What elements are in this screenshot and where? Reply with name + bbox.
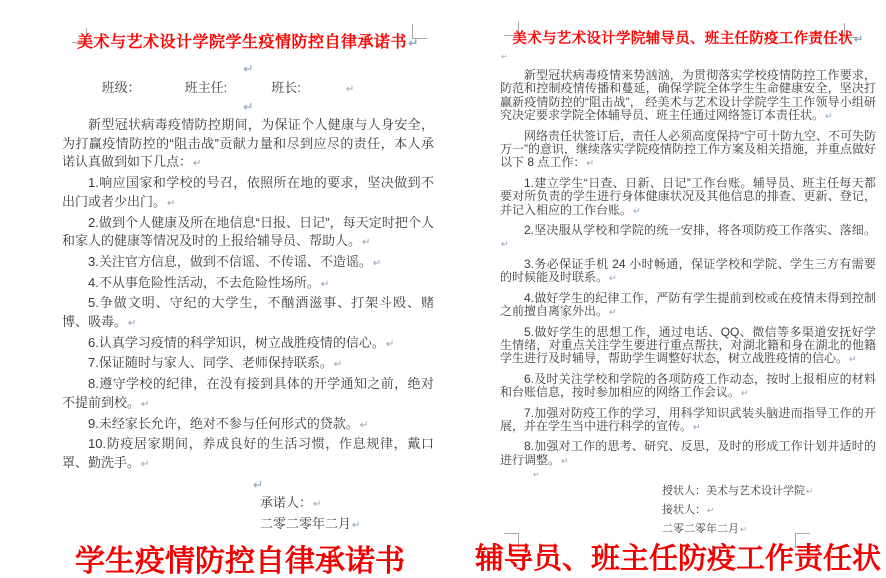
paragraph-mark: ↵ — [313, 498, 322, 510]
paragraph-mark: ↵ — [501, 52, 508, 61]
commitment-item: 10.防疫居家期间，养成良好的生活习惯，作息规律，戴口罩、勤洗手。↵ — [62, 436, 434, 470]
paragraph-mark: ↵ — [333, 359, 343, 371]
commitment-item: 9.未经家长允许，绝对不参与任何形式的贷款。↵ — [88, 415, 369, 431]
paragraph-mark: ↵ — [740, 524, 748, 535]
commitment-item: 4.不从事危险性活动，不去危险性场所。↵ — [88, 274, 330, 290]
paragraph-mark: ↵ — [243, 62, 254, 76]
intro-paragraph: 新型冠状病毒疫情来势汹汹，为贯彻落实学校疫情防控工作要求，防范和控制疫情传播和蔓延，确保学院全体学生生命健康安全，坚决打赢新疫情防控的“阻击战”， 经美术与艺术设计学院学生工作领导小组研究决定要求学院全体辅导员、班主任通过网络签订本责任状。↵ — [500, 68, 876, 123]
paragraph-mark: ↵ — [345, 84, 355, 95]
paragraph-mark: ↵ — [806, 486, 814, 497]
right-issuer-line: 授状人：美术与艺术设计学院↵ — [662, 485, 814, 498]
commitment-item: 7.保证随时与家人、同学、老师保持联系。↵ — [88, 355, 343, 371]
paragraph-mark: ↵ — [707, 505, 715, 516]
left-date-line: 二零二零年二月↵ — [260, 515, 361, 531]
paragraph-mark: ↵ — [501, 239, 509, 250]
right-doc-title — [500, 30, 876, 50]
right-date-line: 二零二零年二月↵ — [662, 523, 748, 536]
responsibility-item: 8.加强对工作的思考、研究、反思，及时的形成工作计划并适时的进行调整。↵ — [500, 439, 876, 467]
responsibility-item: 4.做好学生的纪律工作，严防有学生提前到校或在疫情未得到控制之前擅自离家外出。↵ — [500, 290, 876, 319]
head-teacher-label: 班主任: — [184, 80, 228, 95]
responsibility-item: 7.加强对防疫工作的学习，用科学知识武装头脑进而指导工作的开展，并在学生当中进行科学的宣传。↵ — [500, 405, 876, 433]
paragraph-mark: ↵ — [741, 388, 749, 399]
paragraph-mark: ↵ — [362, 237, 371, 249]
left-doc-title-text: 美术与艺术设计学院学生疫情防控自律承诺书 — [77, 34, 408, 51]
paragraph-mark: ↵ — [167, 197, 176, 209]
paragraph-mark: ↵ — [128, 318, 137, 330]
left-caption: 学生疫情防控自律承诺书 — [75, 545, 405, 578]
empty-paragraph — [500, 50, 876, 63]
paragraph-mark: ↵ — [853, 34, 864, 46]
paragraph-mark: ↵ — [141, 398, 150, 410]
paragraph-mark: ↵ — [693, 421, 701, 432]
paragraph-mark: ↵ — [352, 519, 361, 531]
commitment-item: 1.响应国家和学校的号召，依照所在地的要求，坚决做到不出门或者少出门。↵ — [62, 175, 434, 209]
responsibility-item: 1.建立学生“日查、日新、日记”工作台账。辅导员、班主任每天都要对所负责的学生进行身体健康状况及其他信息的排查、更新、登记，并记入相应的工作台账。↵ — [500, 175, 876, 217]
class-label: 班级： — [101, 80, 141, 95]
empty-paragraph — [62, 475, 434, 494]
paragraph-mark: ↵ — [609, 273, 617, 284]
paragraph-mark: ↵ — [408, 36, 419, 50]
paragraph-mark: ↵ — [141, 458, 150, 470]
right-doc-title-text: 美术与艺术设计学院辅导员、班主任防疫工作责任状 — [512, 31, 853, 47]
left-doc-title — [62, 32, 434, 54]
left-signer-line: 承诺人：↵ — [260, 494, 322, 510]
paragraph-mark: ↵ — [320, 278, 330, 290]
empty-paragraph — [62, 97, 434, 116]
monitor-label: 班长: — [271, 80, 301, 95]
intro-paragraph: 新型冠状病毒疫情防控期间，为保证个人健康与人身安全，为打赢疫情防控的“阻击战”贡献力量和尽到应尽的责任，本人承诺认真做到如下几点：↵ — [62, 117, 434, 170]
empty-paragraph — [500, 468, 876, 482]
right-document-page — [500, 30, 876, 539]
paragraph-mark: ↵ — [359, 419, 369, 431]
left-document-page — [62, 32, 434, 535]
paragraph-mark: ↵ — [561, 455, 569, 466]
commitment-item: 2.做到个人健康及所在地信息“日报、日记”，每天定时把个人和家人的健康等情况及时的上报给辅导员、帮助人。↵ — [62, 214, 434, 249]
commitment-item: 5.争做文明、守纪的大学生，不酗酒滋事、打架斗殴、赌博、吸毒。↵ — [62, 295, 434, 330]
right-caption: 辅导员、班主任防疫工作责任状 — [474, 543, 881, 575]
paragraph-mark: ↵ — [586, 158, 595, 169]
commitment-item: 6.认真学习疫情的科学知识，树立战胜疫情的信心。↵ — [88, 334, 395, 350]
right-receiver-line: 接状人：↵ — [662, 504, 715, 517]
paragraph-mark: ↵ — [633, 205, 641, 216]
paragraph-mark: ↵ — [243, 100, 254, 114]
commitment-item: 3.关注官方信息，做到不信谣、不传谣、不造谣。↵ — [88, 253, 382, 269]
class-info-line — [62, 78, 434, 97]
paragraph-mark: ↵ — [825, 111, 833, 122]
empty-paragraph — [62, 59, 434, 78]
responsibility-item: 5.做好学生的思想工作，通过电话、QQ、微信等多渠道安抚好学生情绪，对重点关注学生要进行重点帮扶，对湖北籍和身在湖北的他籍学生进行及时辅导，帮助学生调整好状态，树立战胜疫情的信心。↵ — [500, 324, 876, 366]
commitment-item: 8.遵守学校的纪律，在没有接到具体的开学通知之前，绝对不提前到校。↵ — [62, 376, 434, 410]
paragraph-mark: ↵ — [372, 257, 382, 269]
responsibility-item: 6.及时关注学校和学院的各项防疫工作动态，按时上报相应的材料和台账信息，按时参加相应的网络工作会议。↵ — [500, 371, 876, 400]
intro-paragraph: 网络责任状签订后，责任人必须高度保持“宁可十防九空、不可失防万一”的意识，继续落实学院疫情防控工作方案及相关措施，并重点做好以下 8 点工作：↵ — [500, 128, 876, 170]
paragraph-mark: ↵ — [849, 354, 857, 365]
paragraph-mark: ↵ — [193, 158, 202, 170]
paragraph-mark: ↵ — [533, 470, 540, 480]
responsibility-item: 2.坚决服从学校和学院的统一安排，将各项防疫工作落实、落细。↵ — [501, 223, 876, 250]
paragraph-mark: ↵ — [253, 477, 264, 492]
paragraph-mark: ↵ — [609, 307, 617, 318]
responsibility-item: 3.务必保证手机 24 小时畅通，保证学校和学院、学生三方有需要的时候能及时联系。↵ — [500, 256, 876, 285]
paragraph-mark: ↵ — [385, 338, 395, 350]
